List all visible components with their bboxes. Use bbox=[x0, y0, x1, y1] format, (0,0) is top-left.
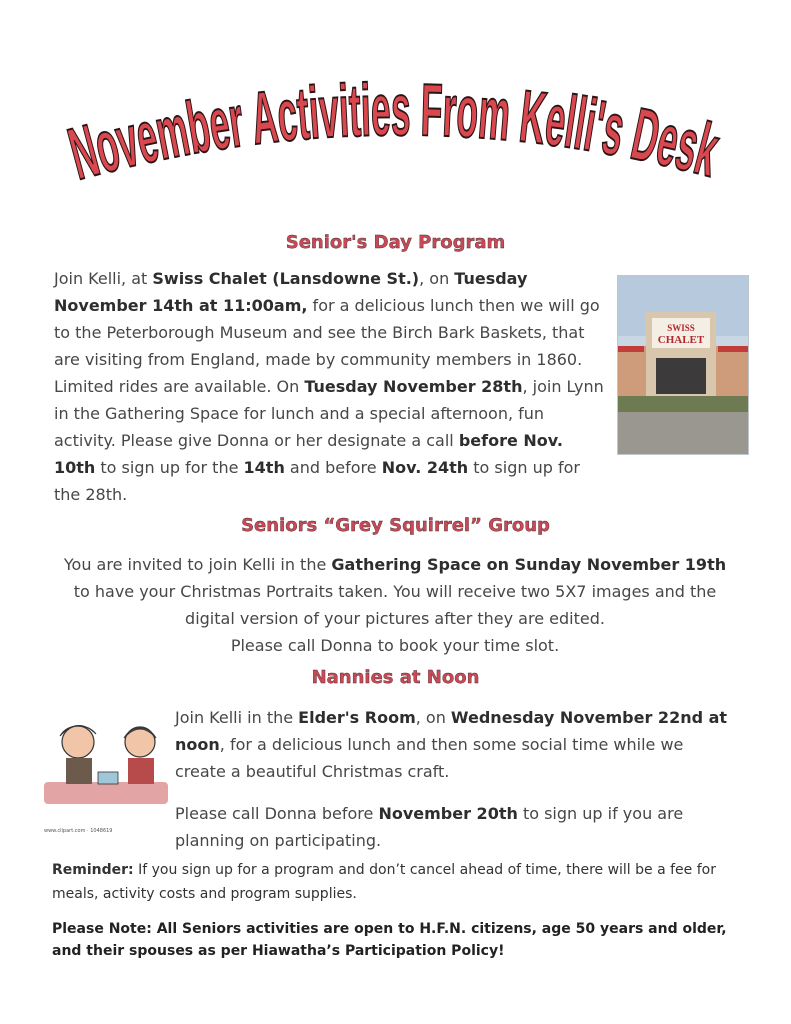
svg-text:November Activities From Kelli bbox=[61, 68, 728, 195]
text-fragment: Join Kelli in the bbox=[175, 708, 299, 727]
text-fragment: for a delicious lunch then we will go to the Peterborough Museum and see the Birch Bark Baskets, that are visiting from England, made by community members in 1860. Limited rides are available. On bbox=[54, 296, 600, 396]
text-fragment: to sign up for the bbox=[95, 458, 244, 477]
page-title: November Activities From Kelli's Des bbox=[60, 67, 729, 196]
location-text: Elder's Room bbox=[298, 708, 416, 727]
date-text: Tuesday November 28th bbox=[304, 377, 523, 396]
reminder-note bbox=[52, 858, 732, 906]
svg-text:SWISS: SWISS bbox=[667, 323, 695, 333]
location-text: Swiss Chalet (Lansdowne St.) bbox=[152, 269, 420, 288]
clipart-credit: www.clipart.com · 1048619 bbox=[44, 828, 113, 834]
nannies-paragraph-1 bbox=[175, 704, 735, 785]
deadline-text: before Nov. 10th bbox=[54, 431, 563, 477]
svg-text:CHALET: CHALET bbox=[657, 334, 705, 346]
date-text: Gathering Space on Sunday November 19th bbox=[331, 555, 727, 574]
text-fragment: Please call Donna before bbox=[175, 804, 379, 823]
text-fragment: You are invited to join Kelli in the bbox=[63, 555, 332, 574]
text-fragment: to have your Christmas Portraits taken. You will receive two 5X7 images and the digital version of your pictures after they are edited. bbox=[73, 582, 717, 628]
call-to-action-text: Please call Donna to book your time slot. bbox=[230, 636, 560, 655]
text-fragment: , on bbox=[419, 269, 455, 288]
reminder-text: If you sign up for a program and don’t cancel ahead of time, there will be a fee for meals, activity costs and program supplies. bbox=[52, 862, 716, 902]
page-title-art bbox=[60, 40, 740, 225]
grey-squirrel-heading: Seniors “Grey Squirrel” Group bbox=[241, 515, 550, 536]
grey-squirrel-paragraph bbox=[55, 551, 735, 659]
please-note: Please Note: All Seniors activities are open to H.F.N. citizens, age 50 years and older, and their spouses as per Hiawatha’s Participation Policy! bbox=[52, 921, 727, 959]
seniors-day-paragraph bbox=[54, 265, 609, 508]
deadline-text: Nov. 24th bbox=[381, 458, 469, 477]
date-text: Tuesday November 14th at 11:00am, bbox=[54, 269, 528, 315]
nannies-heading: Nannies at Noon bbox=[311, 667, 480, 688]
nannies-paragraph-2 bbox=[175, 800, 735, 854]
text-fragment: , on bbox=[415, 708, 451, 727]
page-title-banner bbox=[60, 40, 740, 225]
swiss-chalet-photo bbox=[617, 275, 749, 455]
nannies-clipart bbox=[44, 712, 168, 834]
reminder-label: Reminder: bbox=[52, 862, 134, 878]
text-fragment: and before bbox=[284, 458, 382, 477]
date-text: Wednesday November 22nd at noon bbox=[175, 708, 728, 754]
text-fragment: to sign up if you are planning on participating. bbox=[175, 804, 684, 850]
date-text: 14th bbox=[243, 458, 285, 477]
text-fragment: Join Kelli, at bbox=[54, 269, 153, 288]
deadline-text: November 20th bbox=[378, 804, 518, 823]
text-fragment: to sign up for the 28th. bbox=[54, 458, 580, 504]
text-fragment: , join Lynn in the Gathering Space for lunch and a special afternoon, fun activity. Please give Donna or her designate a call bbox=[54, 377, 604, 450]
seniors-day-heading: Senior's Day Program bbox=[285, 232, 506, 253]
text-fragment: , for a delicious lunch and then some social time while we create a beautiful Christmas craft. bbox=[175, 735, 684, 781]
